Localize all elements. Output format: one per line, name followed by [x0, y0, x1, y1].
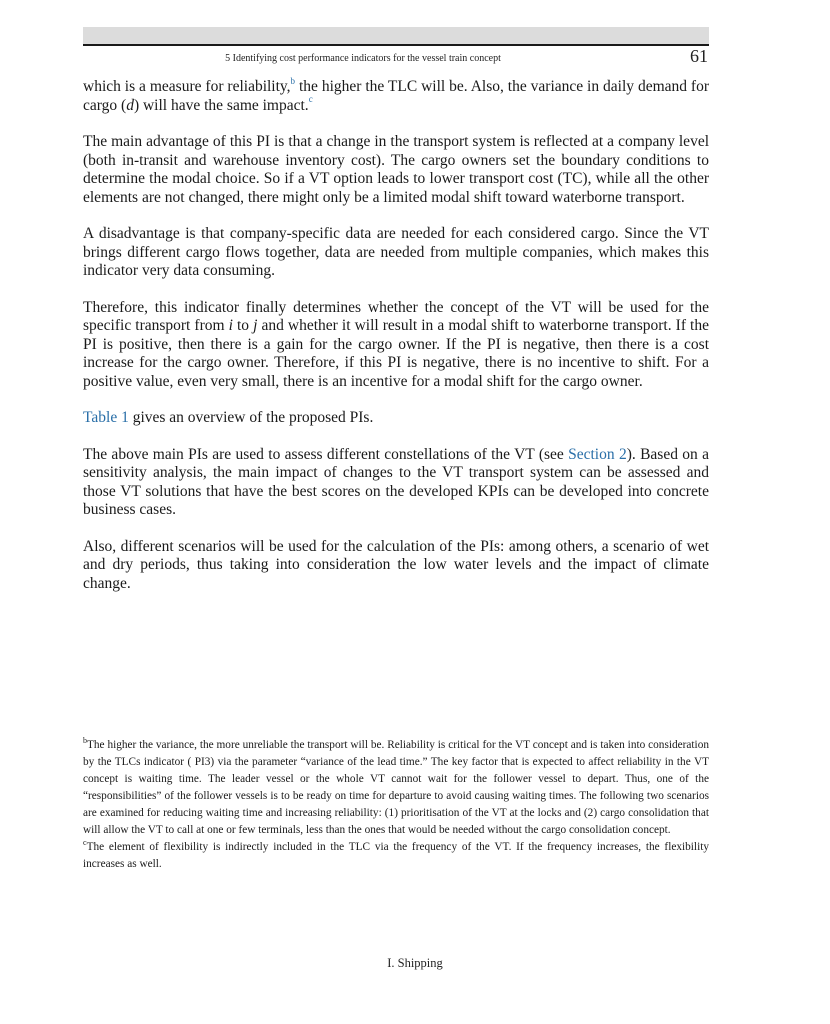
header-rule: [83, 44, 709, 46]
footnote-b-marker: b: [83, 736, 87, 746]
footnote-b: [83, 737, 709, 839]
footnote-b-text: The higher the variance, the more unreliable the transport will be. Reliability is critical for the VT concept and is taken into consideration by the TLCs indicator ( PI3) via the parameter “variance of the lead time.” The key factor that is expected to affect reliability in the VT concept is waiting time. The leader vessel or the whole VT cannot wait for the follower vessel to depart. Thus, one of the “responsibilities” of the follower vessels is to be ready on time for departure to avoid causing waiting times. The following two scenarios are examined for reducing waiting time and increasing reliability: (1) prioritisation of the VT at the locks and (2) cargo consolidation that will allow the VT to call at one or few terminals, less than the ones that would be needed without the cargo consolidation concept.: [83, 739, 709, 836]
footnote-c-marker: c: [83, 838, 87, 848]
paragraph-4-text-c: and whether it will result in a modal shift to waterborne transport. If the PI is positive, then there is a gain for the cargo owner. If the PI is negative, then there is a cost increase for the cargo owner. Therefore, if this PI is negative, there is no incentive to shift. For a positive value, even very small, there is an incentive for a modal shift for the cargo owner.: [83, 317, 709, 390]
footnote-c-text: The element of flexibility is indirectly included in the TLC via the frequency of the VT. If the frequency increases, the flexibility increases as well.: [83, 841, 709, 870]
paragraph-6-text-a: The above main PIs are used to assess different constellations of the VT (see: [83, 445, 569, 463]
variable-j: j: [253, 317, 258, 334]
paragraph-5: [83, 409, 709, 428]
page-number: 61: [690, 46, 708, 66]
paragraph-4: [83, 299, 709, 392]
footnote-ref-c[interactable]: c: [308, 94, 313, 105]
paragraph-1-text-a: which is a measure for reliability,: [83, 78, 291, 95]
variable-i: i: [228, 317, 233, 334]
footnotes: [83, 737, 709, 873]
paragraph-1-text-c: ) will have the same impact.: [133, 96, 309, 114]
body-text: [83, 75, 710, 611]
table-1-link[interactable]: Table 1: [83, 409, 129, 426]
footer-part-label: I. Shipping: [387, 956, 443, 970]
paragraph-1-text-b: the higher the TLC will be. Also, the variance in daily demand for cargo (: [83, 78, 710, 114]
footnote-c: [83, 839, 709, 873]
paragraph-1: [83, 75, 710, 115]
footnote-ref-b[interactable]: b: [290, 75, 296, 86]
paragraph-6: [83, 446, 709, 520]
running-title: 5 Identifying cost performance indicators for the vessel train concept: [225, 53, 501, 64]
paragraph-4-text-b: to: [232, 317, 254, 334]
section-2-link[interactable]: Section 2: [568, 445, 627, 463]
paragraph-4-text-a: Therefore, this indicator finally determines whether the concept of the VT will be used for the specific transport from: [83, 298, 709, 334]
paragraph-6-text-b: ). Based on a sensitivity analysis, the main impact of changes to the VT transport system can be assessed and those VT solutions that have the best scores on the developed KPIs can be developed into concrete business cases.: [83, 445, 710, 518]
paragraph-7: Also, different scenarios will be used for the calculation of the PIs: among others, a scenario of wet and dry periods, thus taking into consideration the low water levels and the impact of climate change.: [83, 537, 709, 592]
header-band: [83, 27, 709, 45]
variable-d: d: [126, 96, 134, 114]
paragraph-3: A disadvantage is that company-specific data are needed for each considered cargo. Since the VT brings different cargo flows together, data are needed from multiple companies, which makes this indicator very data consuming.: [83, 225, 709, 279]
paragraph-5-text: gives an overview of the proposed PIs.: [128, 409, 374, 426]
paragraph-2: The main advantage of this PI is that a change in the transport system is reflected at a company level (both in-transit and warehouse inventory cost). The cargo owners set the boundary conditions to determine the modal choice. So if a VT option leads to lower transport cost (TC), while all the other elements are not changed, there might only be a limited modal shift toward waterborne transport.: [83, 133, 709, 206]
